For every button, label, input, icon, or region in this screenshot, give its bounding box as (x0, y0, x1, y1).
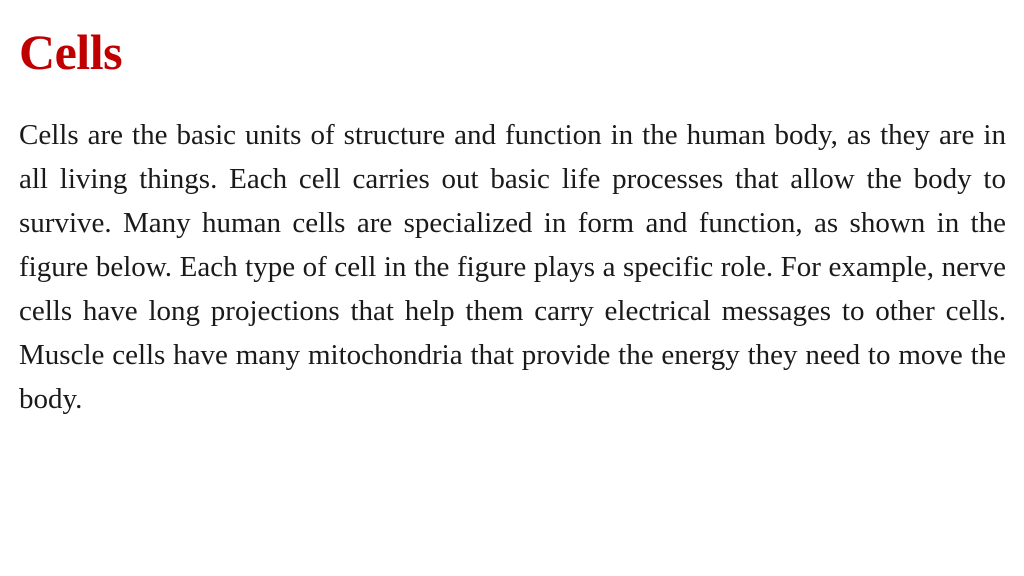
slide-body-paragraph: Cells are the basic units of structure and function in the human body, as they are in all living things. Each cell carries out basic life processes that allow the body to survive. Many human cells are specialized in form and function, as shown in the figure below. Each type of cell in the figure plays a specific role. For example, nerve cells have long projections that help them carry electrical messages to other cells. Muscle cells have many mitochondria that provide the energy they need to move the body. (19, 119, 1006, 415)
slide-title: Cells (19, 24, 123, 80)
